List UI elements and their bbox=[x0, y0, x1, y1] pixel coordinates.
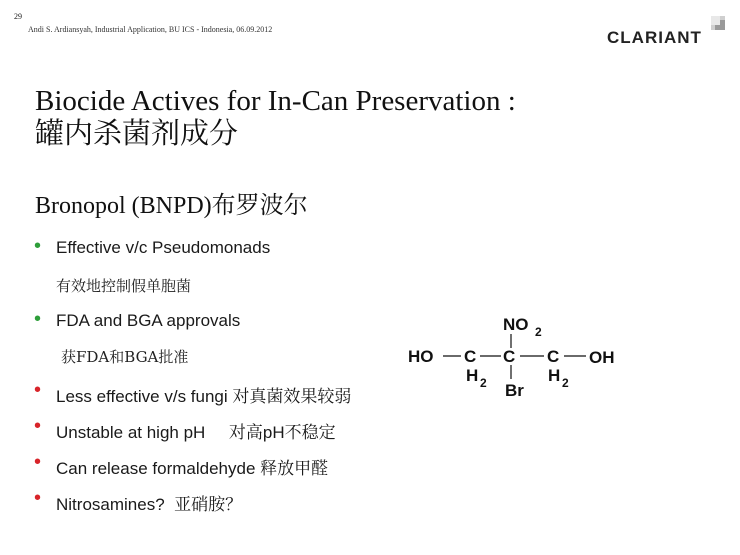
bullet-text: Nitrosamines? 亚硝胺？ bbox=[56, 495, 243, 514]
bullet-text: Can release formaldehyde 释放甲醛 bbox=[56, 459, 329, 478]
bullet-subtext: 有效地控制假单胞菌 bbox=[56, 277, 192, 295]
bullet-text: Effective v/c Pseudomonads bbox=[56, 238, 271, 257]
bronopol-structure bbox=[405, 310, 635, 405]
carbon-2: C bbox=[503, 347, 516, 366]
bullet-text: Less effective v/s fungi 对真菌效果较弱 bbox=[56, 387, 352, 406]
h2-left-subscript: 2 bbox=[480, 376, 487, 390]
bullet-dot-icon: • bbox=[34, 379, 42, 401]
page-number: 29 bbox=[14, 12, 22, 21]
slide-title bbox=[35, 85, 516, 151]
no2-label: NO bbox=[503, 315, 529, 334]
bullet-text: FDA and BGA approvals bbox=[56, 311, 241, 330]
bullet-dot-icon: • bbox=[34, 451, 42, 473]
structure-diagram bbox=[405, 310, 635, 405]
oh-label: OH bbox=[589, 348, 615, 367]
bullet-subtext: 获FDA和BGA批准 bbox=[61, 348, 189, 366]
bullet-text: Unstable at high pH 对高pH不稳定 bbox=[56, 423, 336, 442]
bullet-dot-icon: • bbox=[34, 415, 42, 437]
br-label: Br bbox=[505, 381, 524, 400]
title-line-zh: 罐内杀菌剂成分 bbox=[35, 118, 239, 150]
header-meta: Andi S. Ardiansyah, Industrial Application, BU ICS - Indonesia, 06.09.2012 bbox=[28, 25, 273, 34]
logo-mark-icon bbox=[711, 16, 725, 30]
logo-text: CLARIANT bbox=[607, 28, 702, 47]
bullet-dot-icon: • bbox=[34, 308, 42, 330]
h2-left-label: H bbox=[466, 366, 479, 385]
clariant-logo bbox=[607, 16, 727, 46]
h2-right-label: H bbox=[548, 366, 561, 385]
ho-label: HO bbox=[408, 347, 434, 366]
carbon-1: C bbox=[464, 347, 477, 366]
h2-right-subscript: 2 bbox=[562, 376, 569, 390]
no2-subscript: 2 bbox=[535, 325, 542, 339]
title-line-en: Biocide Actives for In-Can Preservation : bbox=[35, 85, 516, 117]
bullet-dot-icon: • bbox=[34, 235, 42, 257]
slide-subtitle: Bronopol (BNPD)布罗波尔 bbox=[35, 193, 308, 219]
bullet-dot-icon: • bbox=[34, 487, 42, 509]
carbon-3: C bbox=[547, 347, 560, 366]
